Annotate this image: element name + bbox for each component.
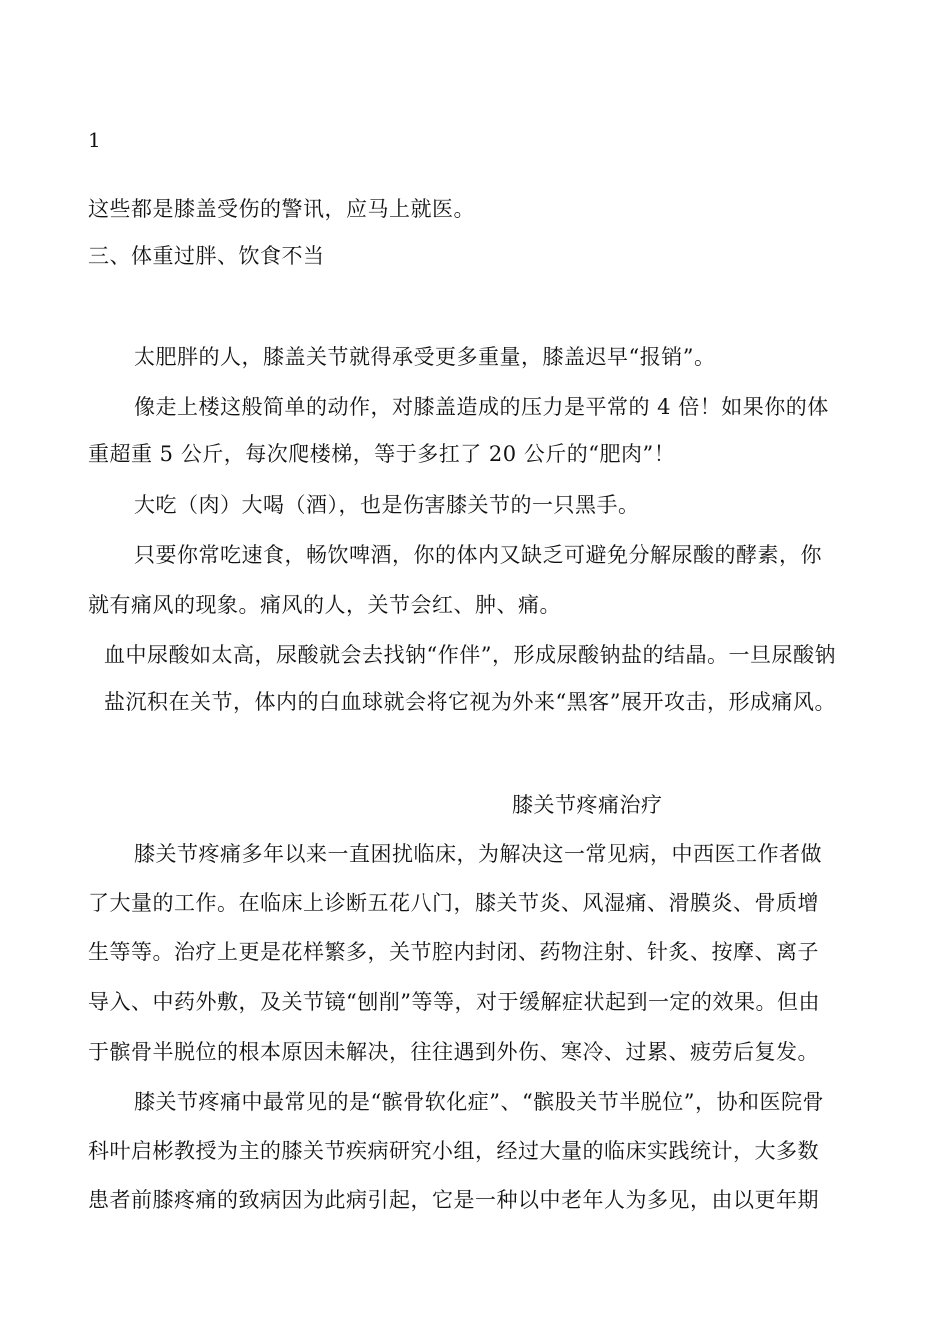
text-line: 导入、中药外敷，及关节镜“刨削”等等，对于缓解症状起到一定的效果。但由	[88, 990, 820, 1014]
text-line: 生等等。治疗上更是花样繁多，关节腔内封闭、药物注射、针炙、按摩、离子	[88, 940, 819, 964]
text-line: 只要你常吃速食，畅饮啤酒，你的体内又缺乏可避免分解尿酸的酵素，你	[134, 543, 822, 567]
text-line: 重超重 5 公斤，每次爬楼梯，等于多扛了 20 公斤的“肥肉”！	[88, 442, 676, 466]
text-line: 血中尿酸如太高，尿酸就会去找钠“作伴”，形成尿酸钠盐的结晶。一旦尿酸钠	[104, 643, 836, 667]
text-line: 盐沉积在关节，体内的白血球就会将它视为外来“黑客”展开攻击，形成痛风。	[104, 690, 836, 714]
text-line: 大吃（肉）大喝（酒），也是伤害膝关节的一只黑手。	[134, 493, 640, 517]
text-line: 像走上楼这般简单的动作，对膝盖造成的压力是平常的 4 倍！如果你的体	[134, 395, 829, 419]
text-line: 太肥胖的人，膝盖关节就得承受更多重量，膝盖迟早“报销”。	[134, 345, 716, 369]
text-line: 科叶启彬教授为主的膝关节疾病研究小组，经过大量的临床实践统计，大多数	[88, 1139, 819, 1163]
text-line: 这些都是膝盖受伤的警讯，应马上就医。	[88, 197, 475, 221]
text-line: 了大量的工作。在临床上诊断五花八门，膝关节炎、风湿痛、滑膜炎、骨质增	[88, 891, 819, 915]
section-heading: 三、体重过胖、饮食不当	[88, 244, 325, 268]
text-line: 患者前膝疼痛的致病因为此病引起，它是一种以中老年人为多见，由以更年期	[88, 1188, 819, 1212]
text-line: 就有痛风的现象。痛风的人，关节会红、肿、痛。	[88, 593, 561, 617]
text-line: 膝关节疼痛中最常见的是“髌骨软化症”、“髌股关节半脱位”，协和医院骨	[134, 1090, 824, 1114]
section-title: 膝关节疼痛治疗	[512, 793, 663, 817]
page-number: 1	[88, 128, 102, 152]
text-line: 膝关节疼痛多年以来一直困扰临床，为解决这一常见病，中西医工作者做	[134, 842, 822, 866]
text-line: 于髌骨半脱位的根本原因未解决，往往遇到外伤、寒冷、过累、疲劳后复发。	[88, 1040, 819, 1064]
